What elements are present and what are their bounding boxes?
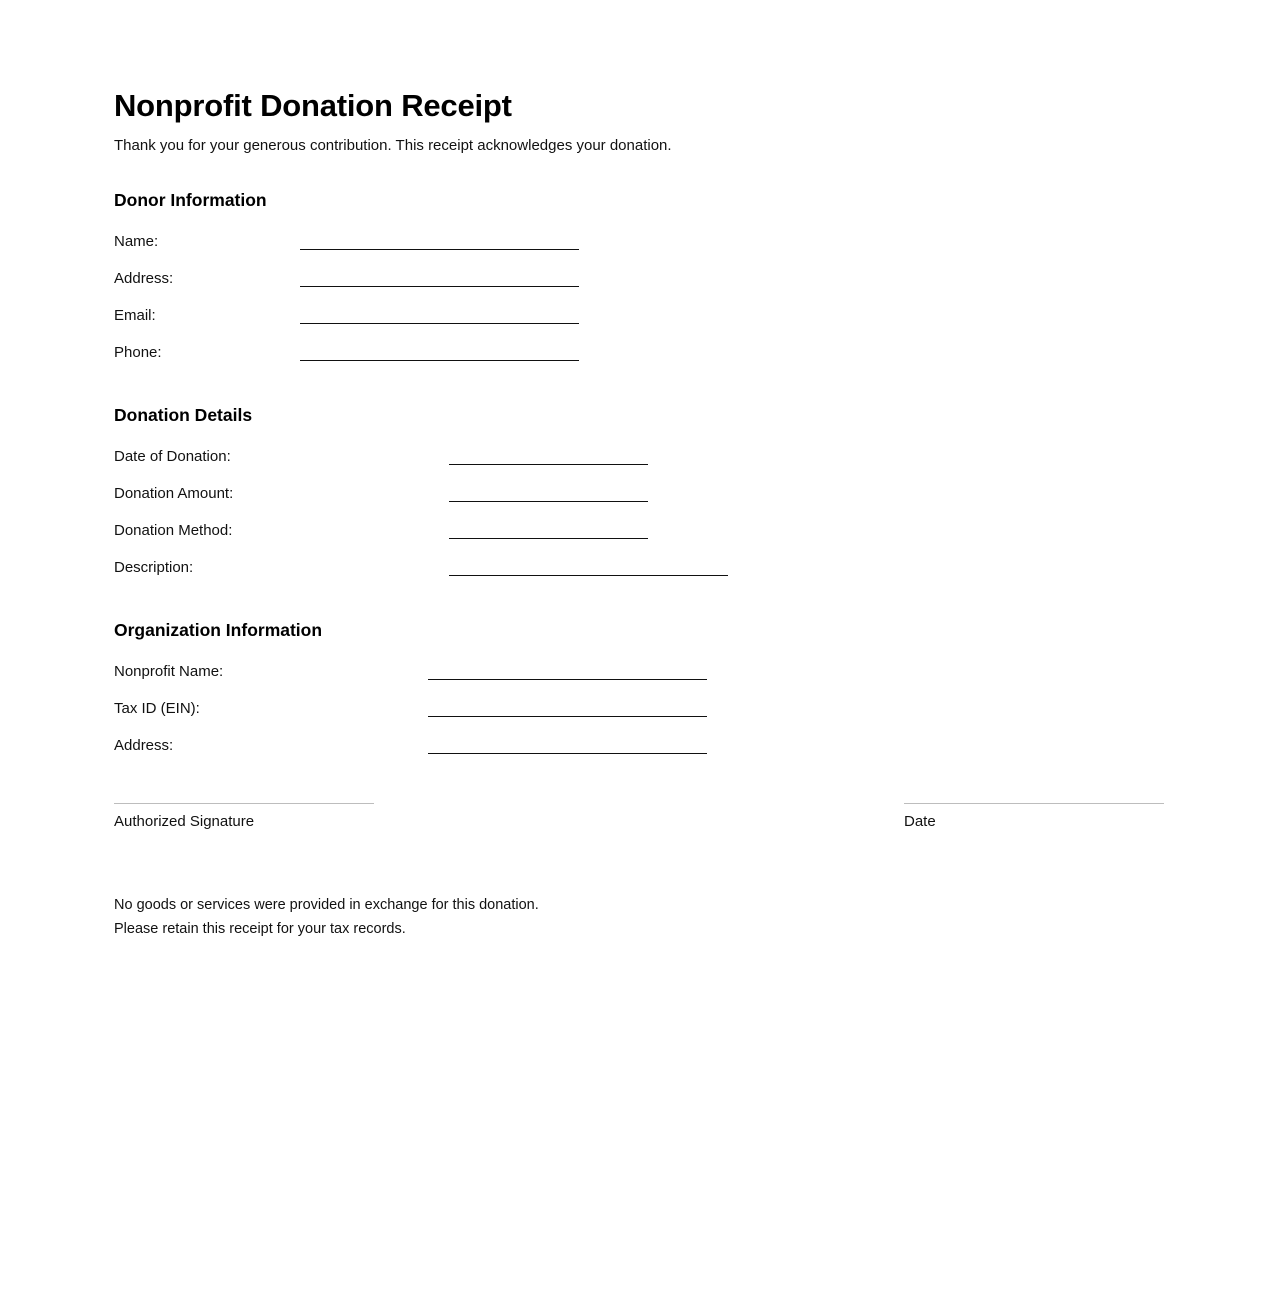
field-label: Donation Method: [114,522,233,539]
field-label: Address: [114,270,174,287]
org-taxid-blank[interactable] [428,716,707,717]
field-label: Phone: [114,344,162,361]
field-label: Tax ID (EIN): [114,700,200,717]
date-label: Date [904,813,936,830]
org-taxid-row [114,700,1014,720]
org-name-blank[interactable] [428,679,707,680]
donor-section-heading: Donor Information [114,190,267,210]
organization-section-heading: Organization Information [114,620,323,640]
field-label: Email: [114,307,156,324]
intro-text: Thank you for your generous contribution. This receipt acknowledges your donation. [114,137,672,154]
donation-description-blank[interactable] [449,575,728,576]
donation-method-row [114,522,1014,542]
donor-address-row [114,270,1014,290]
donation-amount-blank[interactable] [449,501,648,502]
retain-notice: Please retain this receipt for your tax records. [114,921,406,937]
donor-address-blank[interactable] [300,286,579,287]
donation-amount-row [114,485,1014,505]
donor-phone-row [114,344,1014,364]
donation-method-blank[interactable] [449,538,648,539]
org-address-blank[interactable] [428,753,707,754]
donor-name-blank[interactable] [300,249,579,250]
field-label: Address: [114,737,174,754]
donor-email-blank[interactable] [300,323,579,324]
page-title: Nonprofit Donation Receipt [114,88,512,123]
org-name-row [114,663,1014,683]
org-address-row [114,737,1014,757]
footer-notes [114,893,539,941]
authorized-signature-block [114,803,374,830]
authorized-signature-label: Authorized Signature [114,813,255,830]
no-goods-notice: No goods or services were provided in exchange for this donation. [114,897,539,913]
field-label: Name: [114,233,159,250]
donor-email-row [114,307,1014,327]
date-signature-block [904,803,1164,830]
field-label: Description: [114,559,194,576]
field-label: Donation Amount: [114,485,234,502]
donation-description-row [114,559,1014,579]
field-label: Date of Donation: [114,448,231,465]
donation-date-row [114,448,1014,468]
donation-date-blank[interactable] [449,464,648,465]
field-label: Nonprofit Name: [114,663,224,680]
donor-name-row [114,233,1014,253]
date-line[interactable] [904,803,1164,804]
donation-section-heading: Donation Details [114,405,253,425]
donor-phone-blank[interactable] [300,360,579,361]
signature-line[interactable] [114,803,374,804]
